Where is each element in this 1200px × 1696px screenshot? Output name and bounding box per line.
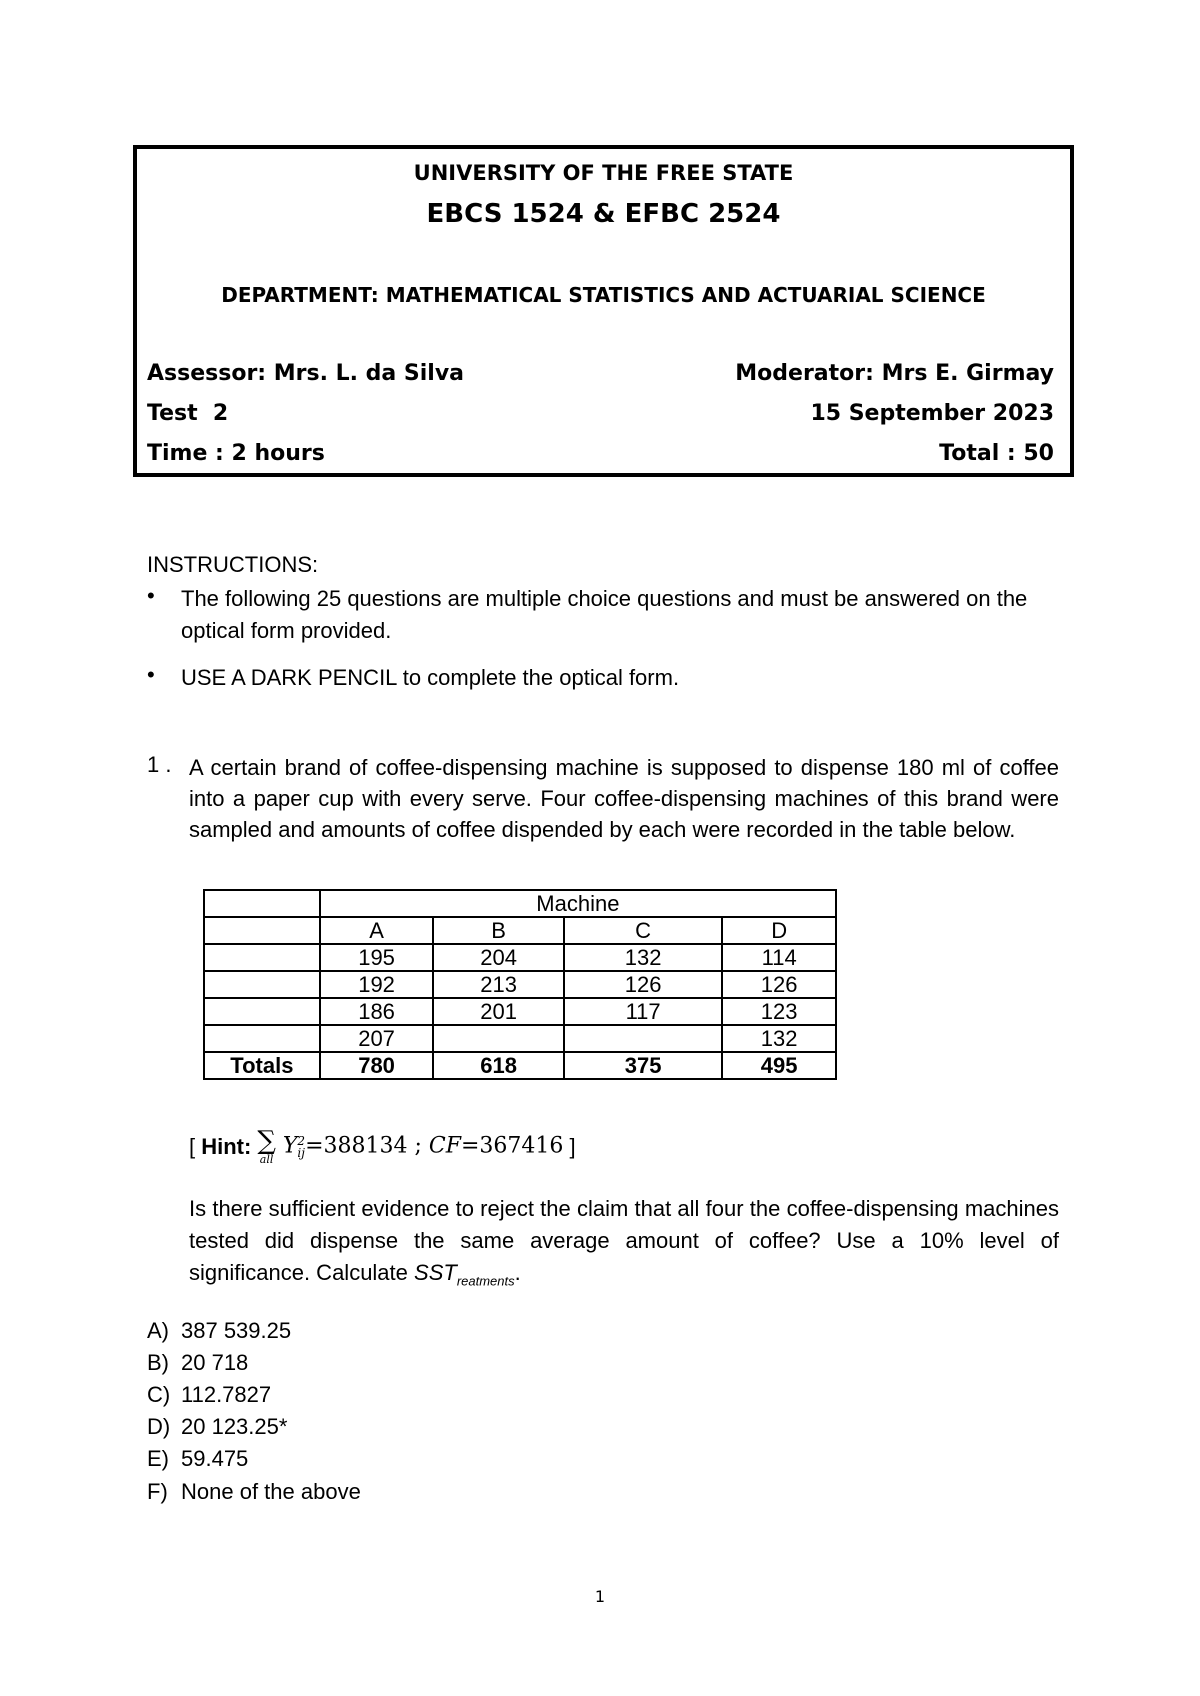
option-text: 387 539.25 <box>181 1318 292 1343</box>
instruction-item <box>147 662 1059 694</box>
option-text: None of the above <box>181 1479 361 1504</box>
answer-option <box>147 1350 248 1376</box>
column-header: A <box>320 917 434 944</box>
option-label: D) <box>147 1414 171 1439</box>
page-number: 1 <box>594 1587 606 1606</box>
table-cell: 132 <box>564 944 722 971</box>
bullet-icon: • <box>147 583 155 608</box>
option-label: A) <box>147 1318 169 1343</box>
option-text: 59.475 <box>181 1446 249 1471</box>
sigma-subscript: all <box>259 1153 274 1166</box>
formula-variable: Y <box>282 1133 298 1159</box>
table-cell <box>204 917 320 944</box>
table-cell: 126 <box>722 971 836 998</box>
table-cell: 201 <box>433 998 564 1025</box>
sst-subscript: reatments <box>456 1273 515 1289</box>
total-cell: 495 <box>722 1052 836 1079</box>
hint-formula <box>257 1128 563 1165</box>
hint-open-bracket: [ <box>189 1133 202 1159</box>
table-cell: 213 <box>433 971 564 998</box>
table-cell: 195 <box>320 944 434 971</box>
table-row <box>204 1025 836 1052</box>
question-ask <box>189 1193 1059 1297</box>
table-cell <box>204 1025 320 1052</box>
table-cell: 207 <box>320 1025 434 1052</box>
header-row-test <box>147 401 1054 426</box>
option-label: C) <box>147 1382 171 1407</box>
test-name: Test 2 <box>147 401 229 426</box>
sigma-symbol: ∑ <box>257 1126 276 1156</box>
header-row-time <box>147 441 1054 466</box>
table-cell: 114 <box>722 944 836 971</box>
table-cell <box>204 890 320 917</box>
sst-symbol <box>414 1260 515 1289</box>
table-cell: 123 <box>722 998 836 1025</box>
question-text: A certain brand of coffee-dispensing machine is supposed to dispense 180 ml of coffee into a paper cup with every serve. Four coffee-dispensing machines of this brand were sampled and amounts of coffee dispended by each were recorded in the table below. <box>189 755 1059 842</box>
table-cell: 132 <box>722 1025 836 1052</box>
total-cell: 618 <box>433 1052 564 1079</box>
column-header: C <box>564 917 722 944</box>
machine-data-table <box>203 889 837 1080</box>
instruction-text: USE A DARK PENCIL to complete the optical form. <box>181 665 680 690</box>
exam-header-box <box>133 145 1074 477</box>
table-cell: 126 <box>564 971 722 998</box>
table-cell: 186 <box>320 998 434 1025</box>
moderator: Moderator: Mrs E. Girmay <box>735 361 1054 386</box>
column-header: D <box>722 917 836 944</box>
option-label: F) <box>147 1479 168 1504</box>
table-cell: 204 <box>433 944 564 971</box>
formula-cf: CF <box>428 1133 461 1159</box>
test-time: Time : 2 hours <box>147 441 325 466</box>
table-row <box>204 944 836 971</box>
table-cell <box>204 944 320 971</box>
table-cell <box>204 998 320 1025</box>
instructions-title: INSTRUCTIONS: <box>147 552 319 577</box>
answer-option <box>147 1479 361 1505</box>
group-header: Machine <box>320 890 836 917</box>
formula-value-2: =367416 <box>461 1133 564 1159</box>
table-cell: 192 <box>320 971 434 998</box>
answer-option <box>147 1382 271 1408</box>
instruction-item <box>147 583 1059 647</box>
hint <box>189 1128 576 1165</box>
column-header: B <box>433 917 564 944</box>
question-number: 1 . <box>147 752 172 777</box>
question-ask-end: . <box>514 1260 521 1285</box>
university-name: UNIVERSITY OF THE FREE STATE <box>413 161 794 185</box>
option-text: 20 123.25* <box>181 1414 288 1439</box>
option-text: 112.7827 <box>181 1382 272 1407</box>
question-ask-text: Is there sufficient evidence to reject the claim that all four the coffee-dispensing machines tested did dispense the same average amount of coffee? Use a 10% level of significance. Calculate <box>189 1196 1059 1285</box>
test-total: Total : 50 <box>939 441 1054 466</box>
table-row <box>204 998 836 1025</box>
course-codes: EBCS 1524 & EFBC 2524 <box>426 199 781 229</box>
answer-option <box>147 1446 248 1472</box>
total-cell: 375 <box>564 1052 722 1079</box>
totals-label: Totals <box>204 1052 320 1079</box>
formula-superscript: 2 <box>297 1133 306 1148</box>
instruction-text: The following 25 questions are multiple choice questions and must be answered on the optical form provided. <box>181 586 1028 643</box>
answer-option <box>147 1414 287 1440</box>
department-name: DEPARTMENT: MATHEMATICAL STATISTICS AND ACTUARIAL SCIENCE <box>221 283 986 307</box>
header-row-staff <box>147 361 1054 386</box>
sst-main: SST <box>414 1260 457 1285</box>
table-cell <box>433 1025 564 1052</box>
answer-option <box>147 1318 291 1344</box>
bullet-icon: • <box>147 662 155 687</box>
table-totals-row <box>204 1052 836 1079</box>
test-date: 15 September 2023 <box>810 401 1054 426</box>
hint-label: Hint: <box>201 1133 252 1159</box>
formula-subscript: ij <box>297 1145 305 1160</box>
table-row <box>204 971 836 998</box>
hint-close-bracket: ] <box>563 1133 576 1159</box>
option-label: B) <box>147 1350 169 1375</box>
option-label: E) <box>147 1446 169 1471</box>
option-text: 20 718 <box>181 1350 249 1375</box>
formula-value-1: =388134 ; <box>305 1133 429 1159</box>
table-row <box>204 890 836 917</box>
assessor: Assessor: Mrs. L. da Silva <box>147 361 465 386</box>
total-cell: 780 <box>320 1052 434 1079</box>
table-cell: 117 <box>564 998 722 1025</box>
table-header-row <box>204 917 836 944</box>
table-cell <box>204 971 320 998</box>
table-cell <box>564 1025 722 1052</box>
